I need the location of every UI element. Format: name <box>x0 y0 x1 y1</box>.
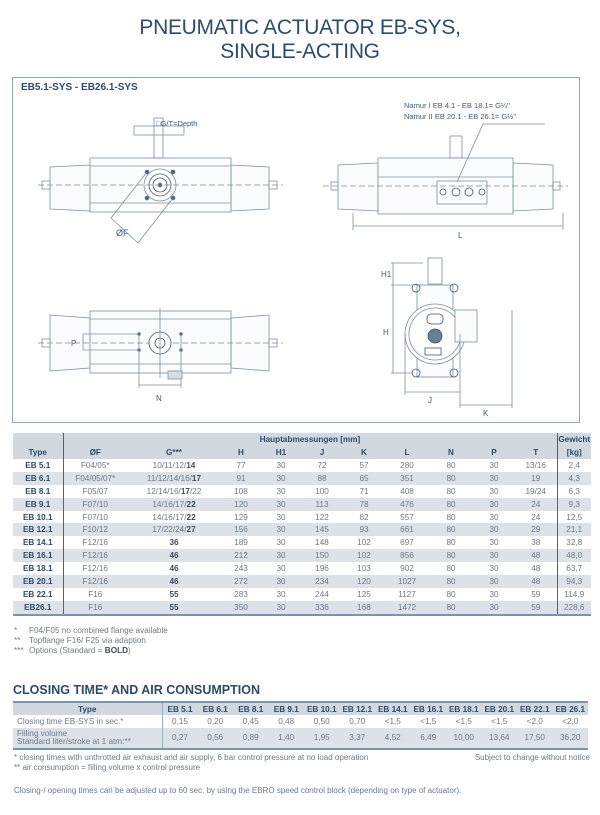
closing-footnotes <box>14 753 590 773</box>
dim-n-label: N <box>156 394 162 403</box>
g-cell: 55 <box>169 589 179 599</box>
p-cell: 30 <box>489 538 499 548</box>
k-cell: 103 <box>357 564 371 574</box>
column-header: L <box>385 446 429 459</box>
type-column-header: EB 14.1 <box>375 702 411 715</box>
p-cell: 30 <box>473 498 515 511</box>
page-title <box>0 16 600 64</box>
type-cell: EB 22.1 <box>13 588 63 601</box>
g-cell: 55 <box>127 601 221 615</box>
h1-cell: 30 <box>261 523 301 536</box>
j-cell: 100 <box>315 486 329 496</box>
column-header: N <box>429 446 473 459</box>
g-cell: 46 <box>127 549 221 562</box>
column-header: T <box>515 446 557 459</box>
type-cell: EB 5.1 <box>13 459 63 472</box>
column-header: ØF <box>63 446 127 459</box>
h-cell: 350 <box>221 601 261 615</box>
h-cell: 212 <box>221 549 261 562</box>
g-cell: 14/16/17/22 <box>152 512 196 522</box>
filling-volume-value: 10,00 <box>446 728 482 749</box>
g-cell: 12/14/16/17/22 <box>146 486 202 496</box>
note-3: *** Options (Standard = BOLD) <box>14 646 131 655</box>
n-cell: 80 <box>429 498 473 511</box>
note-2: ** Topflange F16/ F25 via adaption <box>14 636 146 645</box>
closing-time-value: 0,48 <box>278 717 295 726</box>
p-cell: 30 <box>473 575 515 588</box>
filling-volume-label: Filling volume Standard liter/stroke at 1 atm:** <box>13 728 162 749</box>
n-cell: 80 <box>446 564 456 574</box>
k-cell: 65 <box>343 472 385 485</box>
k-cell: 102 <box>357 538 371 548</box>
column-header: J <box>301 446 343 459</box>
k-cell: 82 <box>359 512 369 522</box>
j-cell: 336 <box>301 601 343 615</box>
kg-cell: 114,9 <box>564 589 585 599</box>
actuator-front-view <box>38 118 283 243</box>
filling-volume-value: 6,49 <box>411 728 447 749</box>
n-cell: 80 <box>446 460 456 470</box>
h-cell: 77 <box>236 460 246 470</box>
type-cell: EB 9.1 <box>13 498 63 511</box>
type-column-header: EB 18.1 <box>446 702 482 715</box>
k-cell: 78 <box>343 498 385 511</box>
type-column-header: EB 8.1 <box>233 702 269 715</box>
t-cell: 13/16 <box>515 459 557 472</box>
closing-time-value: <2,0 <box>562 717 579 726</box>
g-cell: 46 <box>127 575 221 588</box>
h-cell: 156 <box>221 523 261 536</box>
t-cell: 24 <box>515 511 557 524</box>
j-cell: 244 <box>315 589 329 599</box>
drawing-panel-label: EB5.1-SYS - EB26.1-SYS <box>21 82 138 93</box>
kg-cell: 6,3 <box>568 486 580 496</box>
closing-time-value: 0,50 <box>313 717 330 726</box>
closing-time-value: 0,15 <box>172 717 188 726</box>
footnote-2: ** air consumption = filling volume x control pressure <box>14 763 201 772</box>
l-cell: 661 <box>385 523 429 536</box>
type-cell: EB 20.1 <box>13 575 63 588</box>
j-cell: 148 <box>315 538 329 548</box>
h1-cell: 30 <box>276 486 286 496</box>
h-cell: 129 <box>234 512 248 522</box>
column-header: Type <box>13 446 63 459</box>
p-cell: 30 <box>489 589 499 599</box>
j-cell: 234 <box>301 575 343 588</box>
table-notes <box>14 626 168 656</box>
actuator-side-view <box>323 124 568 230</box>
j-cell: 150 <box>301 549 343 562</box>
filling-volume-value: 0,27 <box>162 728 198 749</box>
type-cell: EB 6.1 <box>13 472 63 485</box>
k-cell: 125 <box>357 589 371 599</box>
n-cell: 80 <box>429 575 473 588</box>
j-cell: 122 <box>315 512 329 522</box>
filling-volume-value: 1,40 <box>269 728 305 749</box>
kg-cell: 48,0 <box>557 549 591 562</box>
g-cell: 46 <box>169 564 179 574</box>
table-row <box>13 588 591 601</box>
type-cell: EB 14.1 <box>13 536 63 549</box>
title-line-1: PNEUMATIC ACTUATOR EB-SYS, <box>139 16 461 39</box>
l-cell: 902 <box>400 564 414 574</box>
technical-drawing <box>13 78 579 422</box>
k-cell: 57 <box>359 460 369 470</box>
p-cell: 30 <box>473 472 515 485</box>
h1-cell: 30 <box>276 460 286 470</box>
column-header: G*** <box>127 446 221 459</box>
table-row <box>13 523 591 536</box>
flange-cell: F16 <box>88 589 103 599</box>
closing-time-value: <1,5 <box>455 717 472 726</box>
closing-time-table <box>13 701 588 750</box>
filling-volume-value: 4,52 <box>375 728 411 749</box>
column-header: H <box>221 446 261 459</box>
l-cell: 476 <box>385 498 429 511</box>
type-column-header: EB 6.1 <box>198 702 234 715</box>
h-cell: 91 <box>221 472 261 485</box>
kg-cell: 4,3 <box>557 472 591 485</box>
technical-drawing-panel <box>12 77 580 423</box>
flange-cell: F12/16 <box>63 575 127 588</box>
flange-cell: F10/12 <box>63 523 127 536</box>
filling-volume-value: 17,50 <box>517 728 553 749</box>
h1-cell: 30 <box>261 575 301 588</box>
actuator-end-view <box>391 258 512 408</box>
h1-cell: 30 <box>261 472 301 485</box>
type-column-header: EB 10.1 <box>304 702 340 715</box>
kg-cell: 2,4 <box>568 460 580 470</box>
table-row <box>13 472 591 485</box>
kg-cell: 12,5 <box>566 512 583 522</box>
table-row <box>13 498 591 511</box>
h-cell: 272 <box>221 575 261 588</box>
flange-cell: F04/05* <box>80 460 110 470</box>
column-header: P <box>473 446 515 459</box>
l-cell: 351 <box>385 472 429 485</box>
n-cell: 80 <box>429 601 473 615</box>
k-cell: 168 <box>343 601 385 615</box>
type-column-header: EB 12.1 <box>340 702 376 715</box>
filling-volume-value: 1,95 <box>304 728 340 749</box>
n-cell: 80 <box>429 549 473 562</box>
h1-cell: 30 <box>261 498 301 511</box>
title-line-2: SINGLE-ACTING <box>220 40 380 63</box>
t-cell: 59 <box>515 601 557 615</box>
kg-cell: 63,7 <box>566 564 583 574</box>
g-cell: 11/12/14/16/17 <box>127 472 221 485</box>
flange-cell: F07/10 <box>82 512 108 522</box>
column-header: K <box>343 446 385 459</box>
n-cell: 80 <box>446 512 456 522</box>
l-cell: 856 <box>385 549 429 562</box>
closing-time-value: 0,20 <box>207 717 224 726</box>
type-column-header: EB 16.1 <box>411 702 447 715</box>
filling-volume-value: 0,56 <box>198 728 234 749</box>
j-cell: 145 <box>301 523 343 536</box>
type-cell: EB 8.1 <box>13 485 63 498</box>
n-cell: 80 <box>446 486 456 496</box>
type-column-header: EB 9.1 <box>269 702 305 715</box>
closing-time-value: <1,5 <box>420 717 437 726</box>
dim-p-label: P <box>71 339 77 348</box>
p-cell: 30 <box>489 512 499 522</box>
k-cell: 102 <box>343 549 385 562</box>
kg-cell: 21,1 <box>557 523 591 536</box>
h-cell: 108 <box>234 486 248 496</box>
table-row <box>13 536 591 549</box>
type-cell: EB 12.1 <box>13 523 63 536</box>
closing-time-label: Closing time EB-SYS in sec.* <box>13 715 162 728</box>
weight-header: Gewicht <box>558 435 591 444</box>
l-cell: 697 <box>400 538 414 548</box>
h1-cell: 30 <box>261 601 301 615</box>
n-cell: 80 <box>446 589 456 599</box>
g-cell: 10/11/12/14 <box>152 460 196 470</box>
h1-cell: 30 <box>261 549 301 562</box>
filling-volume-value: 36,20 <box>553 728 589 749</box>
p-cell: 30 <box>473 601 515 615</box>
speed-control-note: Closing-/ opening times can be adjusted up to 60 sec. by using the EBRO speed control block (depending on type of actuator). <box>14 786 462 795</box>
flange-cell: F05/07 <box>82 486 108 496</box>
n-cell: 80 <box>429 523 473 536</box>
phi-f-label: ØF <box>116 228 129 238</box>
table-row <box>13 511 591 524</box>
kg-cell: 9,3 <box>557 498 591 511</box>
g-cell: 14/16/17/22 <box>127 498 221 511</box>
j-cell: 196 <box>315 564 329 574</box>
type-column-header: EB 5.1 <box>162 702 198 715</box>
closing-time-value: <1,5 <box>384 717 401 726</box>
l-cell: 1027 <box>385 575 429 588</box>
j-cell: 72 <box>317 460 327 470</box>
note-1: * F04/F05 no combined flange available <box>14 626 168 635</box>
type-column-header: EB 20.1 <box>482 702 518 715</box>
l-cell: 280 <box>400 460 414 470</box>
g-cell: 17/22/24/27 <box>127 523 221 536</box>
t-cell: 48 <box>515 549 557 562</box>
h-cell: 189 <box>234 538 248 548</box>
disclaimer: Subject to change without notice <box>474 753 590 762</box>
flange-cell: F07/10 <box>63 498 127 511</box>
t-cell: 59 <box>515 588 557 601</box>
k-cell: 120 <box>343 575 385 588</box>
t-cell: 48 <box>515 562 557 575</box>
flange-cell: F04/05/07* <box>63 472 127 485</box>
h-cell: 243 <box>234 564 248 574</box>
filling-volume-value: 13,64 <box>482 728 518 749</box>
closing-time-value: 0,70 <box>349 717 366 726</box>
k-cell: 93 <box>343 523 385 536</box>
flange-cell: F12/16 <box>82 564 108 574</box>
l-cell: 1472 <box>385 601 429 615</box>
j-cell: 88 <box>301 472 343 485</box>
t-cell: 19/24 <box>515 485 557 498</box>
l-cell: 408 <box>400 486 414 496</box>
dim-j-label: J <box>428 396 432 405</box>
dimensions-table <box>13 433 591 616</box>
p-cell: 30 <box>489 486 499 496</box>
table-row <box>13 549 591 562</box>
dim-h-label: H <box>383 328 389 337</box>
kg-cell: 228,6 <box>557 601 591 615</box>
table-row <box>13 485 591 498</box>
l-cell: 1127 <box>398 589 416 599</box>
type-column-header: EB 26.1 <box>553 702 589 715</box>
type-cell: EB 10.1 <box>13 511 63 524</box>
footnote-1: * closing times with unthrotted air exhaust and air supply, 6 bar control pressure at no load operation <box>14 753 369 762</box>
namur-2-label: Namur II EB 20.1 - EB 26.1= G½" <box>404 112 517 121</box>
table-row <box>13 575 591 588</box>
dim-h1-label: H1 <box>381 270 392 279</box>
type-cell: EB26.1 <box>13 601 63 615</box>
p-cell: 30 <box>473 523 515 536</box>
table-row <box>13 601 591 615</box>
p-cell: 30 <box>489 460 499 470</box>
flange-cell: F12/16 <box>63 549 127 562</box>
n-cell: 80 <box>446 538 456 548</box>
table-row <box>13 562 591 575</box>
j-cell: 113 <box>301 498 343 511</box>
h1-cell: 30 <box>276 589 286 599</box>
type-header: Type <box>13 702 162 715</box>
filling-volume-value: 3,37 <box>340 728 376 749</box>
dim-l-label: L <box>458 231 463 240</box>
t-cell: 38 <box>515 536 557 549</box>
h-cell: 283 <box>234 589 248 599</box>
filling-volume-value: 0,89 <box>233 728 269 749</box>
type-cell: EB 16.1 <box>13 549 63 562</box>
h1-cell: 30 <box>276 564 286 574</box>
closing-time-value: 0,45 <box>242 717 259 726</box>
actuator-bottom-view <box>38 308 283 388</box>
column-header: [kg] <box>557 446 591 459</box>
kg-cell: 32,8 <box>566 538 583 548</box>
flange-cell: F12/16 <box>82 538 108 548</box>
dim-k-label: K <box>483 409 489 418</box>
h-cell: 120 <box>221 498 261 511</box>
closing-section-title: CLOSING TIME* AND AIR CONSUMPTION <box>13 683 260 697</box>
closing-time-value: <1,5 <box>491 717 508 726</box>
namur-1-label: Namur I EB 4.1 - EB 18.1= G¼" <box>404 101 510 110</box>
column-header: H1 <box>261 446 301 459</box>
group-header: Hauptabmessungen [mm] <box>63 433 557 446</box>
t-cell: 19 <box>515 472 557 485</box>
gt-depth-label: □G/T=Depth <box>156 119 198 128</box>
t-cell: 29 <box>515 523 557 536</box>
type-cell: EB 18.1 <box>13 562 63 575</box>
flange-cell: F16 <box>63 601 127 615</box>
n-cell: 80 <box>429 472 473 485</box>
k-cell: 71 <box>359 486 369 496</box>
p-cell: 30 <box>473 549 515 562</box>
closing-time-value: <2,0 <box>526 717 543 726</box>
g-cell: 36 <box>169 538 179 548</box>
t-cell: 24 <box>515 498 557 511</box>
kg-cell: 94,3 <box>557 575 591 588</box>
h1-cell: 30 <box>276 512 286 522</box>
h1-cell: 30 <box>276 538 286 548</box>
l-cell: 557 <box>400 512 414 522</box>
p-cell: 30 <box>489 564 499 574</box>
t-cell: 48 <box>515 575 557 588</box>
type-column-header: EB 22.1 <box>517 702 553 715</box>
table-row <box>13 459 591 472</box>
